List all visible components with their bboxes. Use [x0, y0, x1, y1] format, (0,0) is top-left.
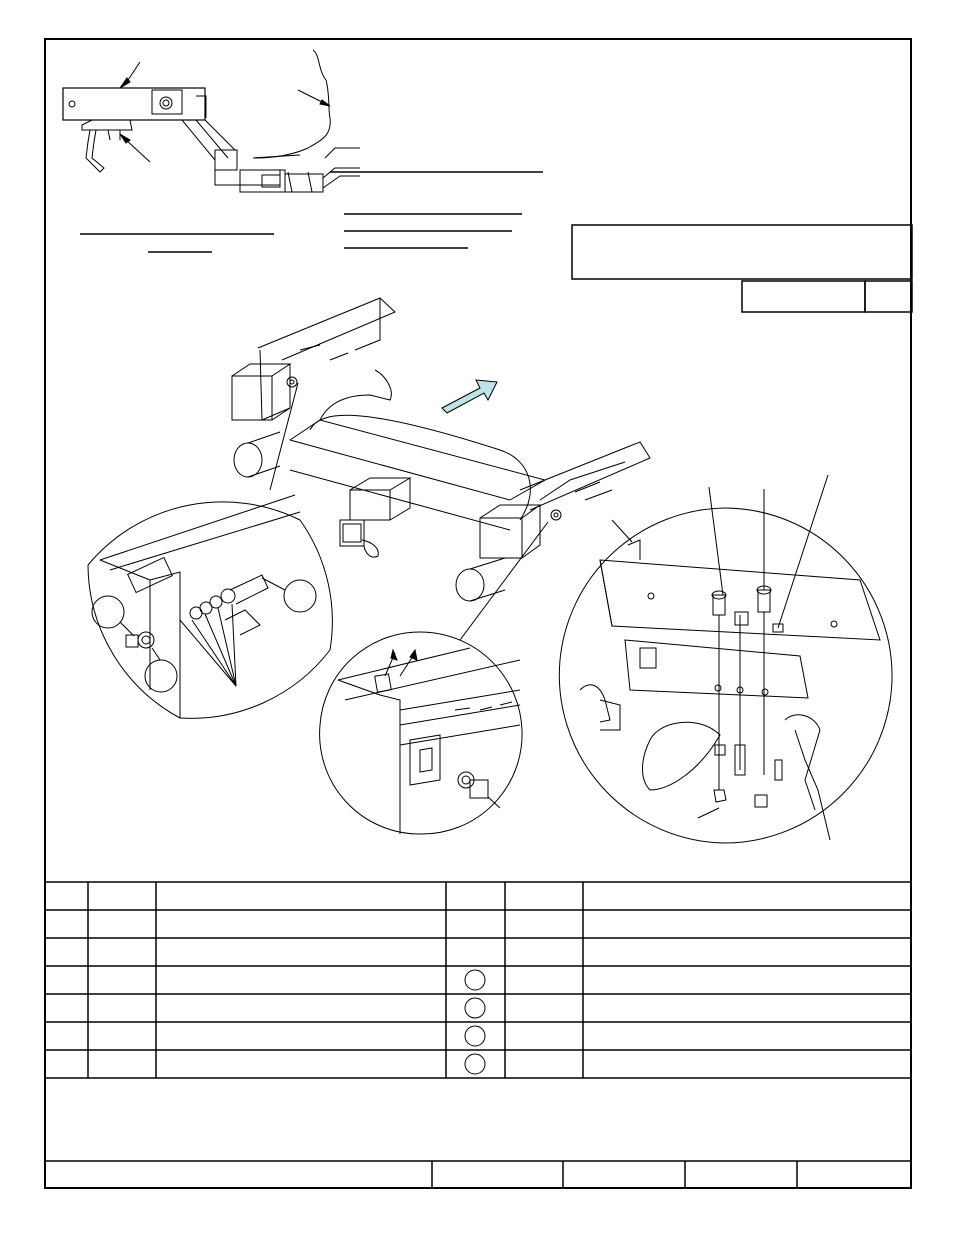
forward-arrow [442, 380, 497, 413]
row-marker [465, 1054, 485, 1074]
callout-circle [92, 596, 124, 628]
left-frame-bolt-detail [88, 383, 332, 718]
revision-box [865, 281, 912, 312]
sheet-number-box [742, 281, 865, 312]
title-box [572, 225, 912, 279]
right-frame-bolt-detail [559, 475, 892, 843]
overview-view [63, 50, 543, 192]
title-block [44, 1161, 912, 1189]
hitch-crossmember [232, 298, 650, 601]
row-marker [465, 1026, 485, 1046]
row-marker [465, 998, 485, 1018]
row-marker [465, 970, 485, 990]
center-bracket-detail [320, 522, 548, 834]
callout-circle [284, 580, 316, 612]
parts-table [44, 882, 912, 1078]
